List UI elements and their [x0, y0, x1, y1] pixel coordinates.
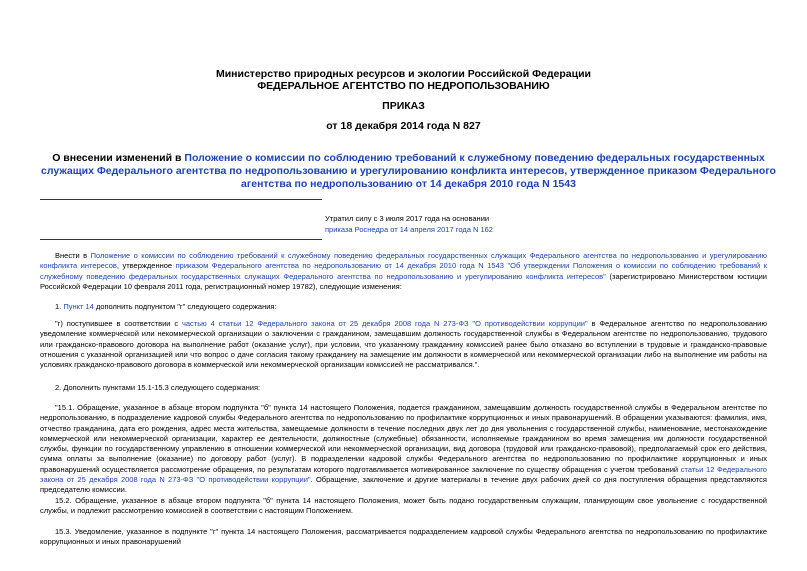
quote-text-2: в Федеральное агентство по недропользованию уведомление коммерческой или некоммерческой организации о заключении с гражданином, замещавшим должность государственной службы в Федеральном агентстве по недропользованию, трудового или гражданско-правового договора на выполнение работ (оказание услуг), при условии, что указанному гражданину комиссией ранее было отказано во вступлении в трудовые и гражданско-правовые отношения с указанной организацией или что вопрос о даче согласия такому гражданину на замещение им должности в коммерческой или некоммерческой организации либо на выполнение им работы на условиях гражданско-правового договора в коммерческой или некоммерческой организации комиссией не рассматривался.". — [40, 319, 767, 370]
document-type: ПРИКАЗ — [382, 100, 425, 112]
status-note-text: Утратил силу с 3 июля 2017 года на основании — [325, 214, 490, 223]
document-title — [40, 152, 777, 191]
point-14-link[interactable]: Пункт 14 — [63, 302, 94, 311]
law-273-article12-link[interactable]: статьи 12 Федерального закона от 25 декабря 2008 года N 273-ФЗ "О противодействии коррупции" — [40, 464, 767, 485]
intro-text-2: , утвержденное — [116, 261, 176, 271]
title-prefix: О внесении изменений в — [52, 152, 185, 164]
document-date: от 18 декабря 2014 года N 827 — [326, 120, 481, 132]
order-1543-link[interactable]: приказом Федерального агентства по недропользованию от 14 декабря 2010 года N 1543 "Об утверждении Положения о комиссии по соблюдению требований к служебному поведению федеральных государственных служащих Федерального агентства по недропользованию и урегулированию конфликта интересов" — [40, 261, 767, 281]
intro-text-1: Внести в — [55, 251, 91, 260]
p151-text-2: . Обращение, заключение и другие материалы в течение двух рабочих дней со дня поступления обращения представляются председателю комиссии. — [40, 475, 767, 495]
agency-name: ФЕДЕРАЛЬНОЕ АГЕНТСТВО ПО НЕДРОПОЛЬЗОВАНИЮ — [257, 80, 550, 92]
p151-text-1: "15.1. Обращение, указанное в абзаце втором подпункта "б" пункта 14 настоящего Положения, подается гражданином, замещавшим должность государственной службы в Федеральном агентстве по недропользованию, в подразделение кадровой службы Федерального агентства по недропользованию по профилактике коррупционных и иных правонарушений. В обращении указываются: фамилия, имя, отчество гражданина, дата его рождения, адрес места жительства, замещаемые должности в течение последних двух лет до дня увольнения с государственной службы, наименование, местонахождение коммерческой или некоммерческой организации, характер ее деятельности, должностные (служебные) обязанности, исполняемые гражданином во время замещения им должности государственной службы, функции по государственному управлению в отношении коммерческой или некоммерческой организации, вид договора (трудовой или гражданско-правовой), предполагаемый срок его действия, сумма оплаты за выполнение (оказание) по договору работ (услуг). В подразделении кадровой службы Федерального агентства по недропользованию по профилактике коррупционных и иных правонарушений осуществляется рассмотрение обращения, по результатам которого подготавливается мотивированное заключение по существу обращения с учетом требований — [40, 403, 767, 474]
item-2: 2. Дополнить пунктами 15.1-15.3 следующего содержания: — [55, 383, 261, 392]
paragraph-15-1 — [40, 403, 767, 496]
repeal-order-link[interactable]: приказа Роснедра от 14 апреля 2017 года N 162 — [325, 225, 493, 234]
regulation-link[interactable]: Положение о комиссии по соблюдению требований к служебному поведению федеральных государственных служащих Федерального агентства по недропользованию и урегулированию конфликта интересов — [40, 251, 767, 271]
subparagraph-g-quote — [40, 319, 767, 370]
intro-paragraph — [40, 251, 767, 292]
law-273-part4-link[interactable]: частью 4 статьи 12 Федерального закона от 25 декабря 2008 года N 273-ФЗ "О противодействии коррупции" — [181, 319, 588, 328]
quote-text-1: "г) поступившее в соответствии с — [55, 319, 182, 328]
top-divider — [40, 199, 322, 200]
item-1-text: дополнить подпунктом "г" следующего содержания: — [93, 302, 277, 311]
paragraph-15-2: 15.2. Обращение, указанное в абзаце втором подпункта "б" пункта 14 настоящего Положения, может быть подано государственным служащим, планирующим свое увольнение с государственной службы, и подлежит рассмотрению комиссией в соответствии с настоящим Положением. — [40, 496, 767, 516]
item-1 — [40, 302, 767, 312]
status-note — [325, 213, 625, 235]
item-1-number: 1. — [55, 302, 64, 311]
title-regulation-link[interactable]: Положение о комиссии по соблюдению требований к служебному поведению федеральных государственных служащих Федерального агентства по недропользованию и урегулированию конфликта интересов, утвержденное приказом Федерального агентства по недропользованию от 14 декабря 2010 года N 1543 — [41, 152, 776, 190]
ministry-name: Министерство природных ресурсов и экологии Российской Федерации — [215, 68, 592, 80]
paragraph-15-3: 15.3. Уведомление, указанное в подпункте "г" пункта 14 настоящего Положения, рассматривается подразделением кадровой службы Федерального агентства по недропользованию по профилактике коррупционных и иных правонарушений — [40, 527, 767, 547]
bottom-divider — [40, 239, 322, 240]
intro-text-3: (зарегистрировано Министерством юстиции Российской Федерации 10 февраля 2011 года, регистрационный номер 19782), следующие изменения: — [40, 271, 767, 291]
